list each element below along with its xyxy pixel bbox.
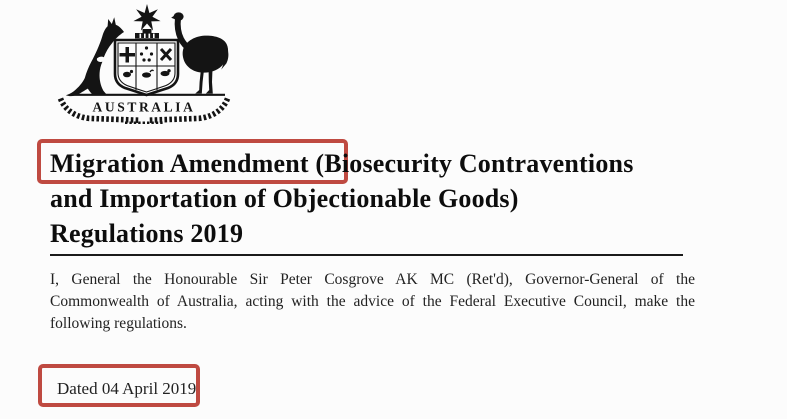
document-title [50, 146, 683, 256]
torse [135, 29, 159, 39]
australian-coat-of-arms [55, 2, 240, 124]
title-line-3: Regulations 2019 [50, 219, 244, 248]
commonwealth-star-icon [133, 4, 160, 31]
document-body [50, 269, 695, 335]
emblem-country-text: AUSTRALIA [92, 99, 196, 115]
emu-icon [171, 12, 228, 93]
body-line-2: Commonwealth of Australia, acting with the advice of the Federal Executive Council, make the [50, 293, 695, 310]
title-line-1: Migration Amendment (Biosecurity Contraventions [50, 149, 634, 178]
coat-of-arms-graphic [55, 2, 240, 124]
title-line-2: and Importation of Objectionable Goods) [50, 184, 519, 213]
body-line-1: I, General the Honourable Sir Peter Cosgrove AK MC (Ret'd), Governor-General of the [50, 271, 695, 288]
dated-line: Dated 04 April 2019 [57, 379, 197, 398]
shield-charges [120, 46, 172, 77]
body-line-3: following regulations. [50, 315, 187, 332]
